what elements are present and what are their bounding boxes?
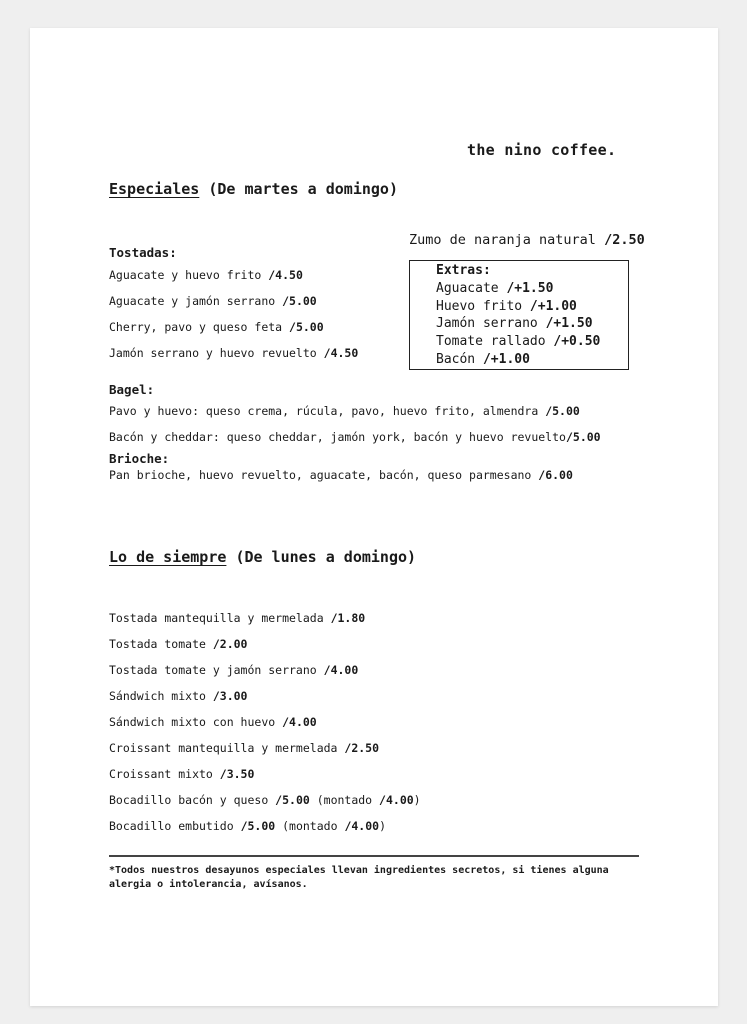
list-item: Bocadillo bacón y queso /5.00 (montado /4.00) — [109, 793, 421, 807]
list-item: Pavo y huevo: queso crema, rúcula, pavo, huevo frito, almendra /5.00 — [109, 404, 580, 418]
tostadas-heading: Tostadas: — [109, 245, 177, 260]
especiales-heading — [109, 180, 398, 198]
siempre-heading — [109, 548, 416, 566]
extras-box — [409, 260, 629, 370]
list-item: Aguacate y huevo frito /4.50 — [109, 268, 303, 282]
list-item: Huevo frito /+1.00 — [436, 298, 577, 314]
zumo-item: Zumo de naranja natural /2.50 — [409, 232, 645, 248]
list-item: Tostada tomate /2.00 — [109, 637, 248, 651]
bagel-heading: Bagel: — [109, 382, 155, 397]
siempre-subtitle: (De lunes a domingo) — [235, 548, 417, 566]
list-item: Aguacate /+1.50 — [436, 280, 554, 296]
siempre-title: Lo de siempre — [109, 548, 227, 566]
list-item: Aguacate y jamón serrano /5.00 — [109, 294, 317, 308]
list-item: Croissant mixto /3.50 — [109, 767, 255, 781]
list-item: Sándwich mixto /3.00 — [109, 689, 248, 703]
especiales-subtitle: (De martes a domingo) — [208, 180, 398, 198]
list-item: Tomate rallado /+0.50 — [436, 334, 601, 350]
list-item: Jamón serrano y huevo revuelto /4.50 — [109, 346, 359, 360]
list-item: Bacón /+1.00 — [436, 351, 530, 367]
menu-page — [30, 28, 718, 1006]
divider — [109, 855, 639, 857]
list-item: Tostada tomate y jamón serrano /4.00 — [109, 663, 359, 677]
list-item: Tostada mantequilla y mermelada /1.80 — [109, 611, 366, 625]
extras-heading: Extras: — [436, 263, 491, 278]
brand-name: the nino coffee. — [467, 141, 617, 159]
especiales-title: Especiales — [109, 180, 200, 198]
footnote: *Todos nuestros desayunos especiales llevan ingredientes secretos, si tienes alguna alergia o intolerancia, avísanos. — [109, 865, 609, 890]
list-item: Pan brioche, huevo revuelto, aguacate, bacón, queso parmesano /6.00 — [109, 468, 573, 482]
list-item: Bocadillo embutido /5.00 (montado /4.00) — [109, 819, 386, 833]
list-item: Sándwich mixto con huevo /4.00 — [109, 715, 317, 729]
list-item: Croissant mantequilla y mermelada /2.50 — [109, 741, 380, 755]
brioche-heading: Brioche: — [109, 451, 170, 466]
list-item: Jamón serrano /+1.50 — [436, 316, 593, 332]
list-item: Cherry, pavo y queso feta /5.00 — [109, 320, 324, 334]
list-item: Bacón y cheddar: queso cheddar, jamón york, bacón y huevo revuelto/5.00 — [109, 430, 601, 444]
